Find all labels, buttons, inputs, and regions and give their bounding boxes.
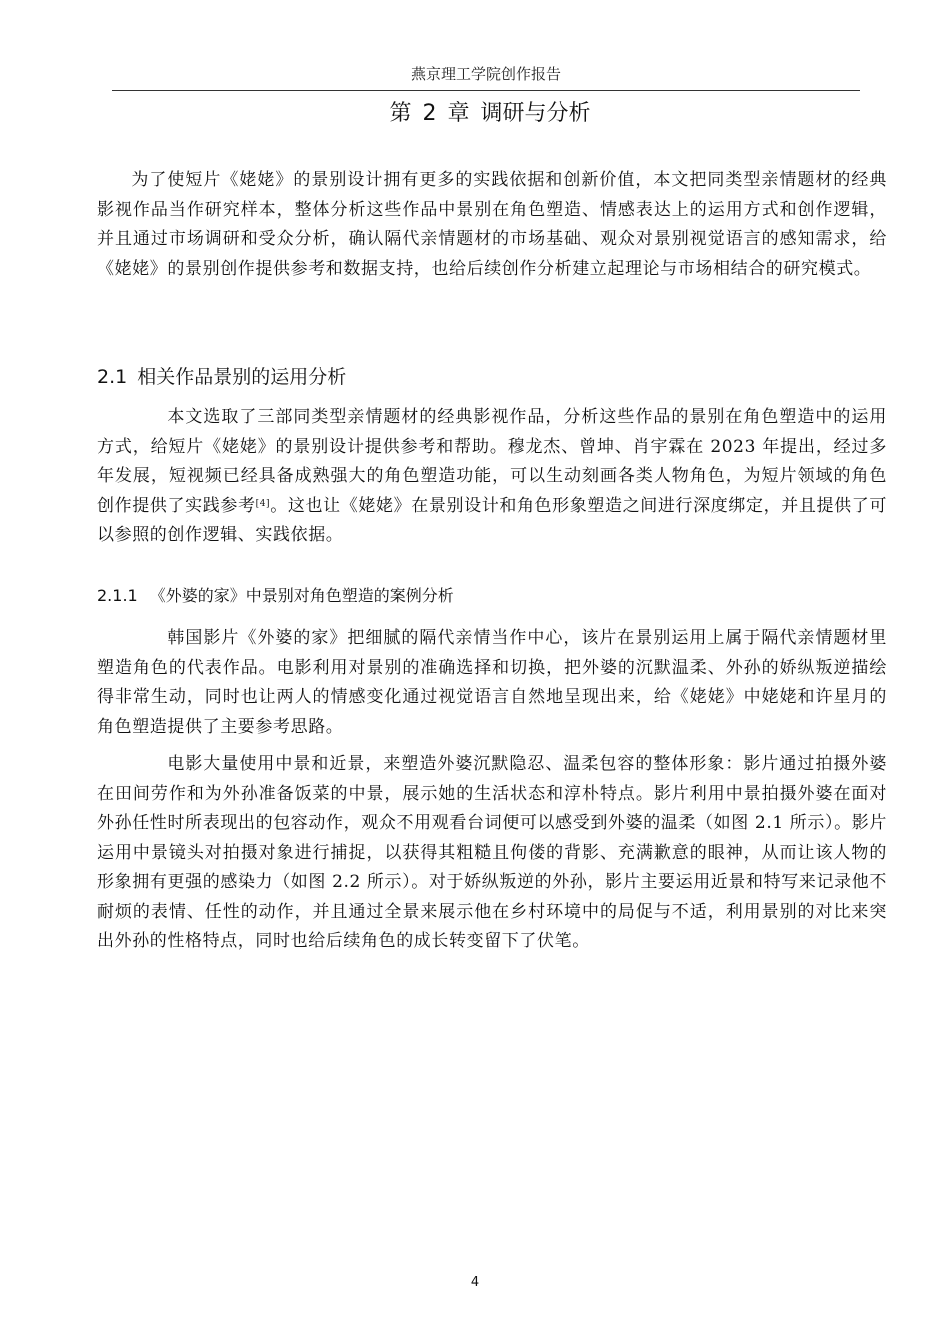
case-paragraph-1-text: 韩国影片《外婆的家》把细腻的隔代亲情当作中心，该片在景别运用上属于隔代亲情题材里塑造角色的代表作品。电影利用对景别的准确选择和切换，把外婆的沉默温柔、外孙的娇纵叛逆描绘得非常生动，同时也让两人的情感变化通过视觉语言自然地呈现出来，给《姥姥》中姥姥和许星月的角色塑造提供了主要参考思路。 [97, 628, 887, 737]
intro-paragraph [97, 166, 887, 284]
case-paragraph-2 [97, 750, 887, 957]
section-paragraph [97, 403, 887, 551]
section-number: 2.1 [97, 366, 128, 388]
subsection-title-text: 《外婆的家》中景别对角色塑造的案例分析 [149, 586, 454, 605]
case-paragraph-1 [97, 624, 887, 742]
page-header: 燕京理工学院创作报告 [410, 65, 561, 83]
intro-text: 为了使短片《姥姥》的景别设计拥有更多的实践依据和创新价值，本文把同类型亲情题材的经典影视作品当作研究样本，整体分析这些作品中景别在角色塑造、情感表达上的运用方式和创作逻辑，并且通过市场调研和受众分析，确认隔代亲情题材的市场基础、观众对景别视觉语言的感知需求，给《姥姥》的景别创作提供参考和数据支持，也给后续创作分析建立起理论与市场相结合的研究模式。 [97, 170, 887, 279]
section-title-text: 相关作品景别的运用分析 [137, 366, 347, 388]
header-rule [112, 90, 860, 91]
subsection-number: 2.1.1 [97, 586, 138, 605]
case-paragraph-2-text: 电影大量使用中景和近景，来塑造外婆沉默隐忍、温柔包容的整体形象：影片通过拍摄外婆在田间劳作和为外孙准备饭菜的中景，展示她的生活状态和淳朴特点。影片利用中景拍摄外婆在面对外孙任性时所表现出的包容动作，观众不用观看台词便可以感受到外婆的温柔（如图 2.1 所示）。影片运用中景镜头对拍摄对象进行捕捉，以获得其粗糙且佝偻的背影、充满歉意的眼神，从而让该人物的形象拥有更强的感染力（如图 2.2 所示）。对于娇纵叛逆的外孙，影片主要运用近景和特写来记录他不耐烦的表情、任性的动作，并且通过全景来展示他在乡村环境中的局促与不适，利用景别的对比来突出外孙的性格特点，同时也给后续角色的成长转变留下了伏笔。 [97, 754, 887, 951]
page-number: 4 [470, 1275, 480, 1290]
chapter-title: 第 2 章 调研与分析 [389, 101, 591, 126]
subsection-heading [97, 584, 454, 608]
section-text-before-citation: 本文选取了三部同类型亲情题材的经典影视作品，分析这些作品的景别在角色塑造中的运用方式，给短片《姥姥》的景别设计提供参考和帮助。穆龙杰、曾坤、肖宇霖在 2023 年提出，经过多年发展，短视频已经具备成熟强大的角色塑造功能，可以生动刻画各类人物角色，为短片领域的角色创作提供了实践参考 [97, 407, 887, 516]
section-text-after-citation: 。这也让《姥姥》在景别设计和角色形象塑造之间进行深度绑定，并且提供了可以参照的创作逻辑、实践依据。 [97, 495, 888, 545]
citation-reference[interactable]: [4] [255, 498, 271, 509]
section-heading [97, 363, 346, 391]
